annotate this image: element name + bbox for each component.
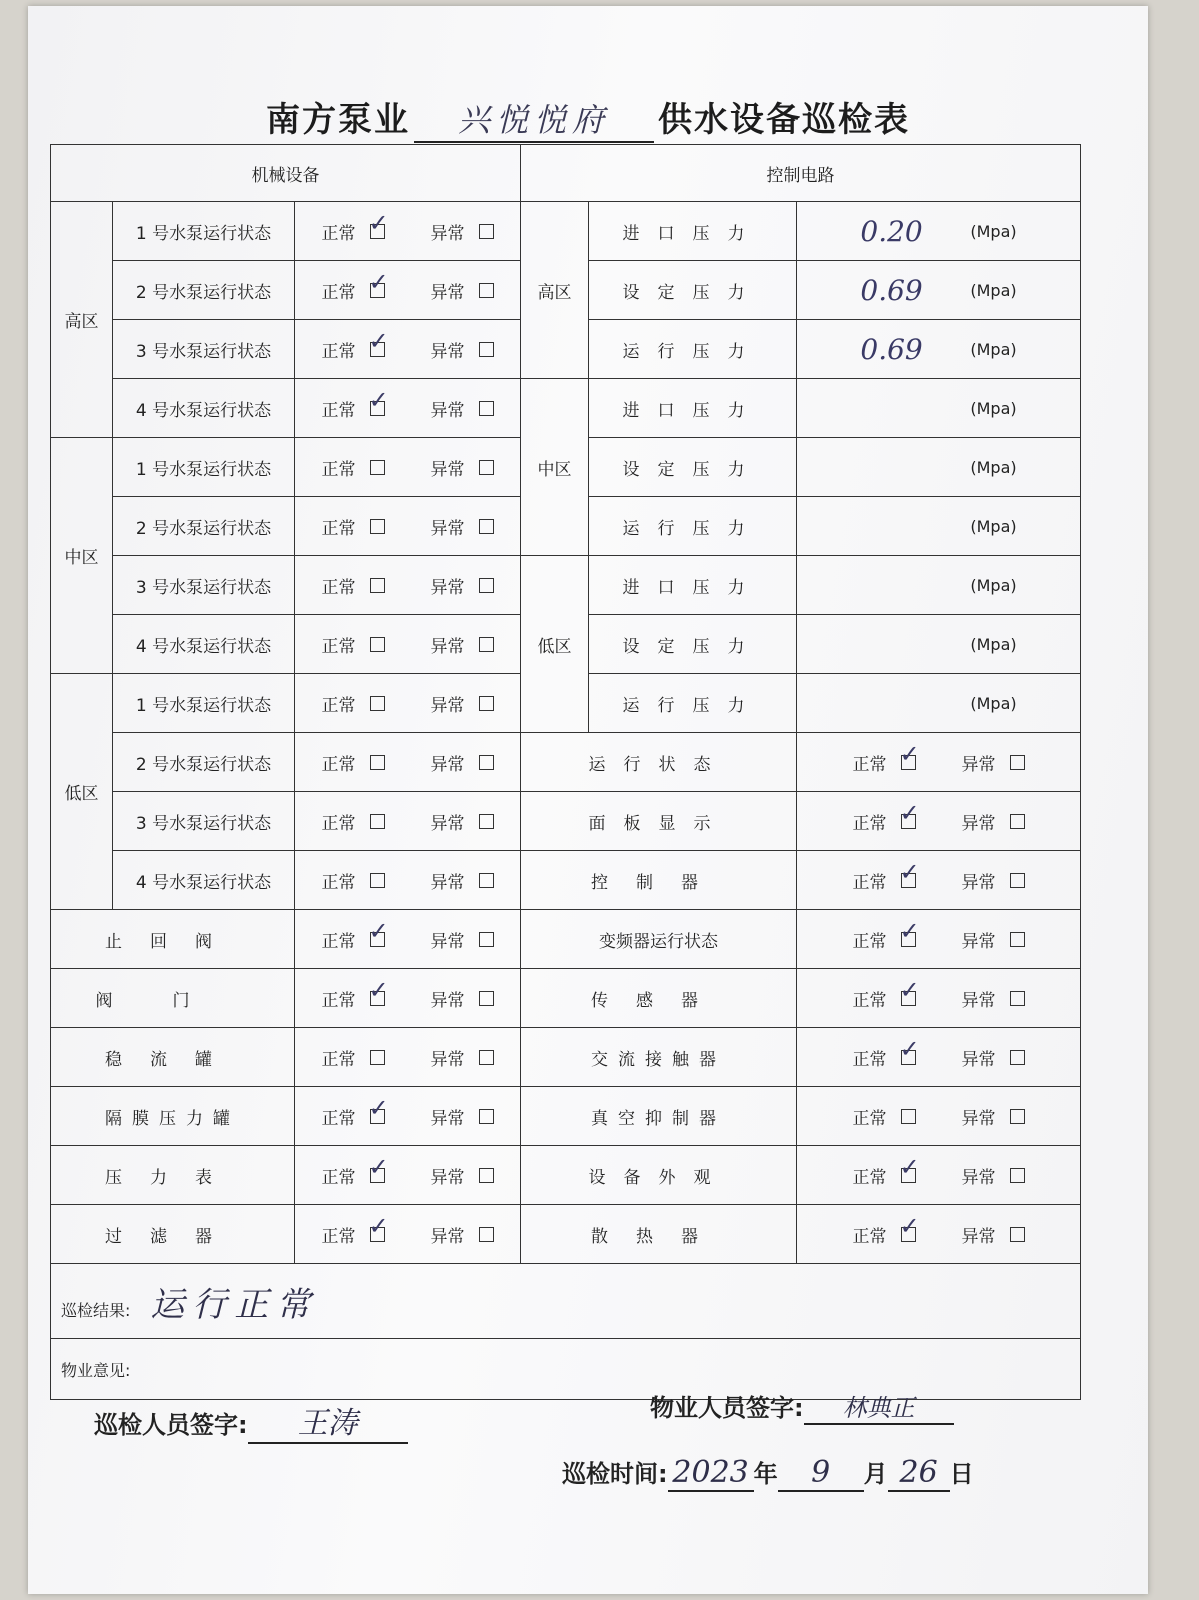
abnormal-checkbox[interactable] xyxy=(479,401,494,416)
day-value[interactable]: 26 xyxy=(888,1455,950,1492)
pressure-label: 进口压力 xyxy=(589,556,797,615)
property-label: 物业人员签字: xyxy=(650,1394,804,1422)
status-check xyxy=(797,733,1081,792)
normal-label: 正常 xyxy=(321,577,356,598)
pressure-value-cell xyxy=(797,556,1081,615)
abnormal-label: 异常 xyxy=(430,872,465,893)
status-check xyxy=(797,969,1081,1028)
unit-label: (Mpa) xyxy=(970,221,1017,241)
opinion-label: 物业意见: xyxy=(61,1360,131,1380)
unit-label: (Mpa) xyxy=(970,693,1017,713)
mech-item-label: 止回阀 xyxy=(51,910,295,969)
abnormal-checkbox[interactable] xyxy=(479,873,494,888)
abnormal-label: 异常 xyxy=(430,931,465,952)
status-check xyxy=(295,910,521,969)
pump-label: 2 号水泵运行状态 xyxy=(113,497,295,556)
normal-label: 正常 xyxy=(852,931,887,952)
time-label: 巡检时间: xyxy=(562,1460,668,1488)
normal-checkbox[interactable] xyxy=(370,342,385,357)
status-check xyxy=(295,379,521,438)
abnormal-checkbox[interactable] xyxy=(1010,1227,1025,1242)
title-handwritten-name: 兴悦悦府 xyxy=(414,95,654,143)
abnormal-label: 异常 xyxy=(430,990,465,1011)
status-check xyxy=(295,202,521,261)
month-unit: 月 xyxy=(863,1460,888,1488)
status-check xyxy=(295,497,521,556)
abnormal-label: 异常 xyxy=(430,459,465,480)
normal-checkbox[interactable] xyxy=(901,991,916,1006)
normal-label: 正常 xyxy=(321,813,356,834)
inspection-table xyxy=(50,144,1081,1400)
status-check xyxy=(295,261,521,320)
pressure-value[interactable]: 0.69 xyxy=(860,332,923,366)
normal-label: 正常 xyxy=(852,872,887,893)
normal-checkbox[interactable] xyxy=(370,991,385,1006)
abnormal-checkbox[interactable] xyxy=(479,1168,494,1183)
inspector-label: 巡检人员签字: xyxy=(94,1411,248,1439)
day-unit: 日 xyxy=(949,1460,974,1488)
normal-label: 正常 xyxy=(321,872,356,893)
pressure-value-cell xyxy=(797,615,1081,674)
mech-item-label: 稳流罐 xyxy=(51,1028,295,1087)
abnormal-checkbox[interactable] xyxy=(479,932,494,947)
title-prefix: 南方泵业 xyxy=(266,100,410,140)
normal-checkbox[interactable] xyxy=(370,637,385,652)
abnormal-label: 异常 xyxy=(430,1167,465,1188)
status-check xyxy=(295,1146,521,1205)
normal-label: 正常 xyxy=(321,282,356,303)
abnormal-label: 异常 xyxy=(430,518,465,539)
abnormal-label: 异常 xyxy=(961,1226,996,1247)
normal-checkbox[interactable] xyxy=(901,814,916,829)
abnormal-checkbox[interactable] xyxy=(479,519,494,534)
normal-label: 正常 xyxy=(321,754,356,775)
pressure-value-cell xyxy=(797,497,1081,556)
ctrl-zone-mid-label: 中区 xyxy=(521,379,589,556)
property-signature xyxy=(650,1388,954,1425)
year-value[interactable]: 2023 xyxy=(668,1455,754,1492)
mech-item-label: 隔膜压力罐 xyxy=(51,1087,295,1146)
normal-checkbox[interactable] xyxy=(370,1227,385,1242)
abnormal-label: 异常 xyxy=(961,872,996,893)
mech-item-label: 过滤器 xyxy=(51,1205,295,1264)
header-control: 控制电路 xyxy=(521,145,1081,202)
pressure-value-cell xyxy=(797,320,1081,379)
status-check xyxy=(797,1087,1081,1146)
abnormal-label: 异常 xyxy=(430,1226,465,1247)
normal-label: 正常 xyxy=(852,1049,887,1070)
abnormal-checkbox[interactable] xyxy=(479,1109,494,1124)
abnormal-label: 异常 xyxy=(430,223,465,244)
normal-label: 正常 xyxy=(321,459,356,480)
abnormal-checkbox[interactable] xyxy=(479,578,494,593)
abnormal-label: 异常 xyxy=(430,754,465,775)
zone-high-label: 高区 xyxy=(51,202,113,438)
unit-label: (Mpa) xyxy=(970,398,1017,418)
status-check xyxy=(797,1028,1081,1087)
normal-label: 正常 xyxy=(852,813,887,834)
pressure-label: 进口压力 xyxy=(589,202,797,261)
header-mechanical: 机械设备 xyxy=(51,145,521,202)
status-check xyxy=(797,792,1081,851)
normal-checkbox[interactable] xyxy=(370,1168,385,1183)
pump-label: 3 号水泵运行状态 xyxy=(113,792,295,851)
status-check xyxy=(295,1205,521,1264)
status-check xyxy=(295,1087,521,1146)
mech-item-label: 阀门 xyxy=(51,969,295,1028)
property-sig-value[interactable]: 林典正 xyxy=(804,1388,954,1425)
pressure-label: 设定压力 xyxy=(589,261,797,320)
month-value[interactable]: 9 xyxy=(778,1455,864,1492)
abnormal-checkbox[interactable] xyxy=(479,1050,494,1065)
normal-checkbox[interactable] xyxy=(901,932,916,947)
unit-label: (Mpa) xyxy=(970,516,1017,536)
normal-label: 正常 xyxy=(321,931,356,952)
unit-label: (Mpa) xyxy=(970,575,1017,595)
abnormal-label: 异常 xyxy=(430,1049,465,1070)
unit-label: (Mpa) xyxy=(970,339,1017,359)
pressure-value-cell xyxy=(797,674,1081,733)
abnormal-label: 异常 xyxy=(961,1108,996,1129)
normal-label: 正常 xyxy=(321,223,356,244)
normal-label: 正常 xyxy=(321,1108,356,1129)
normal-checkbox[interactable] xyxy=(370,1050,385,1065)
abnormal-checkbox[interactable] xyxy=(479,637,494,652)
abnormal-checkbox[interactable] xyxy=(1010,873,1025,888)
abnormal-label: 异常 xyxy=(430,282,465,303)
inspector-signature xyxy=(94,1398,408,1444)
normal-checkbox[interactable] xyxy=(370,283,385,298)
normal-label: 正常 xyxy=(321,341,356,362)
normal-checkbox[interactable] xyxy=(370,814,385,829)
normal-label: 正常 xyxy=(852,1167,887,1188)
ctrl-item-label: 控制器 xyxy=(521,851,797,910)
pressure-value-cell xyxy=(797,202,1081,261)
normal-checkbox[interactable] xyxy=(901,1109,916,1124)
abnormal-label: 异常 xyxy=(430,1108,465,1129)
normal-checkbox[interactable] xyxy=(370,932,385,947)
status-check xyxy=(797,1205,1081,1264)
status-check xyxy=(797,910,1081,969)
normal-checkbox[interactable] xyxy=(370,519,385,534)
pressure-label: 运行压力 xyxy=(589,674,797,733)
normal-label: 正常 xyxy=(321,1226,356,1247)
normal-label: 正常 xyxy=(321,636,356,657)
normal-label: 正常 xyxy=(321,990,356,1011)
pump-label: 4 号水泵运行状态 xyxy=(113,851,295,910)
normal-label: 正常 xyxy=(852,754,887,775)
result-row xyxy=(51,1264,1081,1339)
title-suffix: 供水设备巡检表 xyxy=(658,100,910,140)
ctrl-item-label: 面板显示 xyxy=(521,792,797,851)
abnormal-label: 异常 xyxy=(961,813,996,834)
pressure-value[interactable]: 0.69 xyxy=(860,273,923,307)
abnormal-checkbox[interactable] xyxy=(479,224,494,239)
abnormal-checkbox[interactable] xyxy=(1010,814,1025,829)
abnormal-checkbox[interactable] xyxy=(479,696,494,711)
ctrl-item-label: 交流接触器 xyxy=(521,1028,797,1087)
unit-label: (Mpa) xyxy=(970,280,1017,300)
normal-checkbox[interactable] xyxy=(901,1050,916,1065)
abnormal-label: 异常 xyxy=(430,400,465,421)
normal-label: 正常 xyxy=(321,400,356,421)
unit-label: (Mpa) xyxy=(970,634,1017,654)
unit-label: (Mpa) xyxy=(970,457,1017,477)
abnormal-label: 异常 xyxy=(961,931,996,952)
status-check xyxy=(295,674,521,733)
zone-mid-label: 中区 xyxy=(51,438,113,674)
result-value[interactable]: 运行正常 xyxy=(150,1284,319,1325)
status-check xyxy=(295,792,521,851)
pump-label: 2 号水泵运行状态 xyxy=(113,261,295,320)
ctrl-item-label: 真空抑制器 xyxy=(521,1087,797,1146)
normal-label: 正常 xyxy=(852,1108,887,1129)
normal-label: 正常 xyxy=(321,518,356,539)
status-check xyxy=(295,556,521,615)
pump-label: 1 号水泵运行状态 xyxy=(113,438,295,497)
ctrl-item-label: 运行状态 xyxy=(521,733,797,792)
abnormal-label: 异常 xyxy=(961,754,996,775)
pressure-value-cell xyxy=(797,438,1081,497)
status-check xyxy=(295,438,521,497)
pump-label: 2 号水泵运行状态 xyxy=(113,733,295,792)
normal-checkbox[interactable] xyxy=(370,696,385,711)
normal-checkbox[interactable] xyxy=(901,1168,916,1183)
abnormal-checkbox[interactable] xyxy=(479,991,494,1006)
abnormal-checkbox[interactable] xyxy=(479,283,494,298)
abnormal-checkbox[interactable] xyxy=(479,342,494,357)
pump-label: 3 号水泵运行状态 xyxy=(113,556,295,615)
normal-label: 正常 xyxy=(321,1049,356,1070)
inspector-sig-value[interactable]: 王涛 xyxy=(248,1398,408,1444)
pressure-value-cell xyxy=(797,261,1081,320)
form-title xyxy=(28,92,1148,143)
normal-checkbox[interactable] xyxy=(370,1109,385,1124)
normal-label: 正常 xyxy=(852,990,887,1011)
normal-label: 正常 xyxy=(321,695,356,716)
normal-label: 正常 xyxy=(321,1167,356,1188)
abnormal-checkbox[interactable] xyxy=(1010,1050,1025,1065)
abnormal-label: 异常 xyxy=(430,813,465,834)
pump-label: 4 号水泵运行状态 xyxy=(113,379,295,438)
pressure-label: 设定压力 xyxy=(589,615,797,674)
pressure-label: 设定压力 xyxy=(589,438,797,497)
result-label: 巡检结果: xyxy=(61,1300,131,1320)
status-check xyxy=(295,320,521,379)
normal-checkbox[interactable] xyxy=(370,224,385,239)
ctrl-item-label: 传感器 xyxy=(521,969,797,1028)
abnormal-label: 异常 xyxy=(430,577,465,598)
pressure-label: 运行压力 xyxy=(589,320,797,379)
normal-checkbox[interactable] xyxy=(370,460,385,475)
ctrl-zone-low-label: 低区 xyxy=(521,556,589,733)
pump-label: 4 号水泵运行状态 xyxy=(113,615,295,674)
abnormal-checkbox[interactable] xyxy=(1010,755,1025,770)
ctrl-item-label: 散热器 xyxy=(521,1205,797,1264)
mech-item-label: 压力表 xyxy=(51,1146,295,1205)
normal-checkbox[interactable] xyxy=(901,1227,916,1242)
pump-label: 1 号水泵运行状态 xyxy=(113,674,295,733)
status-check xyxy=(295,733,521,792)
status-check xyxy=(295,851,521,910)
abnormal-checkbox[interactable] xyxy=(479,1227,494,1242)
abnormal-label: 异常 xyxy=(961,1049,996,1070)
status-check xyxy=(797,1146,1081,1205)
pump-label: 3 号水泵运行状态 xyxy=(113,320,295,379)
normal-checkbox[interactable] xyxy=(901,755,916,770)
zone-low-label: 低区 xyxy=(51,674,113,910)
status-check xyxy=(797,851,1081,910)
abnormal-checkbox[interactable] xyxy=(479,460,494,475)
normal-checkbox[interactable] xyxy=(901,873,916,888)
normal-checkbox[interactable] xyxy=(370,578,385,593)
inspection-form-sheet xyxy=(28,6,1148,1594)
ctrl-zone-high-label: 高区 xyxy=(521,202,589,379)
abnormal-checkbox[interactable] xyxy=(1010,991,1025,1006)
status-check xyxy=(295,969,521,1028)
abnormal-label: 异常 xyxy=(961,1167,996,1188)
abnormal-checkbox[interactable] xyxy=(479,755,494,770)
abnormal-label: 异常 xyxy=(430,636,465,657)
pump-label: 1 号水泵运行状态 xyxy=(113,202,295,261)
abnormal-checkbox[interactable] xyxy=(1010,932,1025,947)
normal-checkbox[interactable] xyxy=(370,755,385,770)
pressure-label: 运行压力 xyxy=(589,497,797,556)
pressure-label: 进口压力 xyxy=(589,379,797,438)
abnormal-checkbox[interactable] xyxy=(1010,1168,1025,1183)
abnormal-label: 异常 xyxy=(430,695,465,716)
pressure-value[interactable]: 0.20 xyxy=(860,214,923,248)
inspection-time xyxy=(562,1454,974,1492)
status-check xyxy=(295,1028,521,1087)
ctrl-item-label: 设备外观 xyxy=(521,1146,797,1205)
abnormal-checkbox[interactable] xyxy=(479,814,494,829)
year-unit: 年 xyxy=(753,1460,778,1488)
ctrl-item-label: 变频器运行状态 xyxy=(521,910,797,969)
abnormal-label: 异常 xyxy=(961,990,996,1011)
normal-label: 正常 xyxy=(852,1226,887,1247)
abnormal-label: 异常 xyxy=(430,341,465,362)
status-check xyxy=(295,615,521,674)
abnormal-checkbox[interactable] xyxy=(1010,1109,1025,1124)
normal-checkbox[interactable] xyxy=(370,873,385,888)
normal-checkbox[interactable] xyxy=(370,401,385,416)
pressure-value-cell xyxy=(797,379,1081,438)
